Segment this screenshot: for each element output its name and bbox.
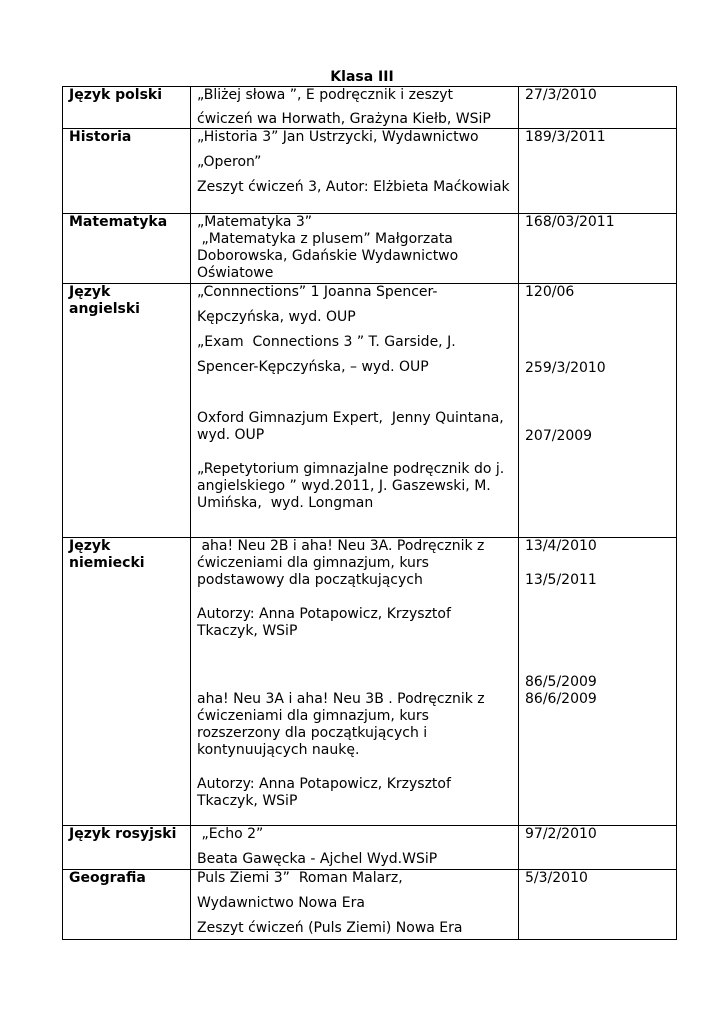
approval-number: 5/3/2010 <box>525 870 588 886</box>
table-row <box>63 870 677 940</box>
table-row <box>63 129 677 214</box>
description-cell <box>191 284 519 538</box>
subject-cell <box>63 538 191 826</box>
description-text: Autorzy: Anna Potapowicz, Krzysztof Tkaczyk, WSiP <box>197 776 451 809</box>
table-row <box>63 826 677 870</box>
approval-number: 13/4/2010 <box>525 538 597 554</box>
description-text: „Connnections” 1 Joanna Spencer- <box>197 284 438 300</box>
subject-label: Język niemiecki <box>69 538 145 571</box>
approval-number: 168/03/2011 <box>525 214 615 230</box>
subject-label: Język rosyjski <box>69 826 177 842</box>
description-text: „Matematyka z plusem” Małgorzata Doborowska, Gdańskie Wydawnictwo Oświatowe <box>197 231 463 281</box>
description-text: Beata Gawęcka - Ajchel Wyd.WSiP <box>197 851 438 867</box>
description-text: „Bliżej słowa ”, E podręcznik i zeszyt <box>197 87 453 103</box>
subject-label: Geografia <box>69 870 146 886</box>
table-row <box>63 214 677 284</box>
subject-label: Język polski <box>69 87 163 103</box>
table-row <box>63 538 677 826</box>
approval-number-cell <box>519 538 677 826</box>
description-text: „Repetytorium gimnazjalne podręcznik do j. angielskiego ” wyd.2011, J. Gaszewski, M. Umińska, wyd. Longman <box>197 461 509 511</box>
approval-number-cell <box>519 870 677 940</box>
description-text: ćwiczeń wa Horwath, Grażyna Kiełb, WSiP <box>197 111 491 127</box>
description-text: „Exam Connections 3 ” T. Garside, J. <box>197 334 456 350</box>
subject-cell <box>63 870 191 940</box>
approval-number: 259/3/2010 <box>525 360 606 376</box>
approval-number-cell <box>519 129 677 214</box>
approval-number: 97/2/2010 <box>525 826 597 842</box>
approval-number: 13/5/2011 <box>525 572 597 588</box>
table-row <box>63 284 677 538</box>
subject-cell <box>63 129 191 214</box>
description-cell <box>191 826 519 870</box>
approval-number-cell <box>519 284 677 538</box>
description-cell <box>191 870 519 940</box>
description-text: Autorzy: Anna Potapowicz, Krzysztof Tkaczyk, WSiP <box>197 606 451 639</box>
description-text: „Echo 2” <box>197 826 264 842</box>
approval-number-cell <box>519 826 677 870</box>
approval-number-cell <box>519 87 677 129</box>
description-cell <box>191 129 519 214</box>
description-text: Zeszyt ćwiczeń 3, Autor: Elżbieta Maćkowiak <box>197 179 510 195</box>
description-text: Puls Ziemi 3” Roman Malarz, <box>197 870 403 886</box>
subject-label: Matematyka <box>69 214 168 230</box>
subject-cell <box>63 214 191 284</box>
description-text: „Historia 3” Jan Ustrzycki, Wydawnictwo <box>197 129 479 145</box>
approval-number: 189/3/2011 <box>525 129 606 145</box>
subject-cell <box>63 284 191 538</box>
description-text: Oxford Gimnazjum Expert, Jenny Quintana, wyd. OUP <box>197 410 509 443</box>
approval-number-cell <box>519 214 677 284</box>
subject-cell <box>63 826 191 870</box>
approval-number: 27/3/2010 <box>525 87 597 103</box>
description-text: aha! Neu 2B i aha! Neu 3A. Podręcznik z ćwiczeniami dla gimnazjum, kurs podstawowy dla początkujących <box>197 538 489 588</box>
approval-number: 120/06 <box>525 284 575 300</box>
page-title: Klasa III <box>330 69 394 85</box>
approval-number: 207/2009 <box>525 428 593 444</box>
description-text: „Matematyka 3” <box>197 214 313 230</box>
description-text: Kępczyńska, wyd. OUP <box>197 309 356 325</box>
description-text: Wydawnictwo Nowa Era <box>197 895 365 911</box>
description-cell <box>191 214 519 284</box>
subject-label: Język angielski <box>69 284 140 317</box>
subject-label: Historia <box>69 129 132 145</box>
description-text: Zeszyt ćwiczeń (Puls Ziemi) Nowa Era <box>197 920 463 936</box>
description-text: Spencer-Kępczyńska, – wyd. OUP <box>197 359 429 375</box>
description-cell <box>191 538 519 826</box>
approval-number: 86/5/2009 <box>525 674 597 690</box>
description-text: aha! Neu 3A i aha! Neu 3B . Podręcznik z ćwiczeniami dla gimnazjum, kurs rozszerzony dla początkujących i kontynuujących naukę. <box>197 691 485 758</box>
textbook-table <box>62 86 677 940</box>
subject-cell <box>63 87 191 129</box>
approval-number: 86/6/2009 <box>525 691 597 707</box>
table-row <box>63 87 677 129</box>
description-text: „Operon” <box>197 154 262 170</box>
description-cell <box>191 87 519 129</box>
